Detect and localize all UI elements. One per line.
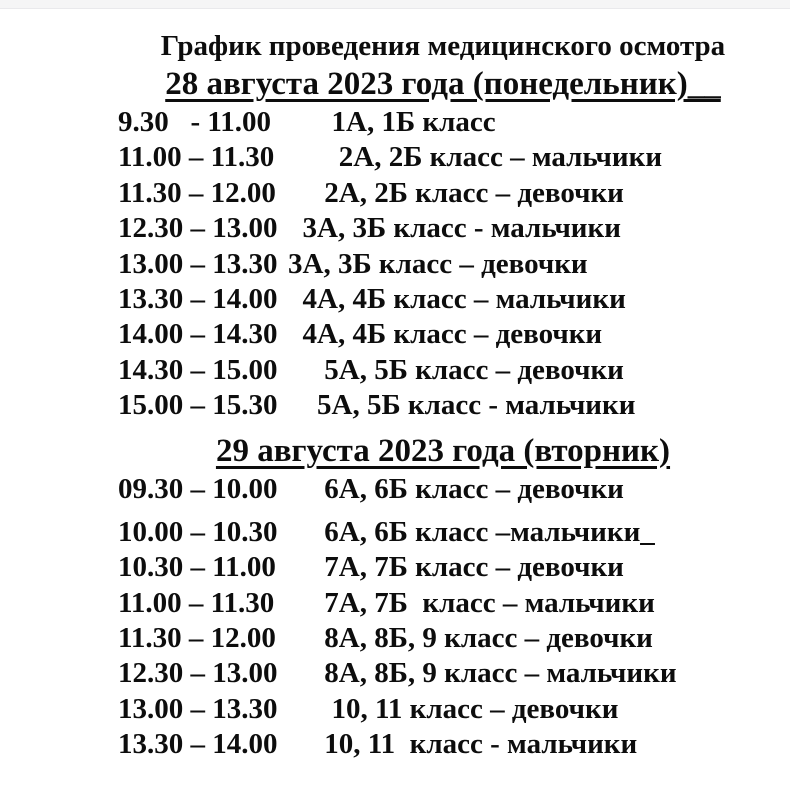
schedule-row <box>0 282 790 317</box>
class-group: 5А, 5Б класс - мальчики <box>288 389 636 422</box>
schedule-tuesday <box>0 472 790 763</box>
time-range: 13.00 – 13.30 <box>118 247 278 280</box>
schedule-row <box>0 247 790 282</box>
class-group: 8А, 8Б, 9 класс – девочки <box>288 622 653 655</box>
schedule-row <box>0 727 790 762</box>
schedule-row <box>0 586 790 621</box>
schedule-row <box>0 388 790 423</box>
time-range: 14.30 – 15.00 <box>118 353 278 386</box>
time-range: 13.00 – 13.30 <box>118 692 278 725</box>
time-range: 11.00 – 11.30 <box>118 586 275 619</box>
class-group: 10, 11 класс - мальчики <box>288 728 638 761</box>
class-group: 3А, 3Б класс – девочки <box>288 247 588 280</box>
top-strip <box>0 0 790 9</box>
class-group: 6А, 6Б класс – девочки <box>288 472 624 505</box>
time-range: 10.30 – 11.00 <box>118 551 276 584</box>
schedule-row <box>0 211 790 246</box>
time-range: 9.30 - 11.00 <box>118 106 272 138</box>
schedule-row <box>0 317 790 352</box>
time-range: 13.30 – 14.00 <box>118 728 278 761</box>
schedule-row <box>0 515 790 550</box>
class-group: 4А, 4Б класс – мальчики <box>288 282 626 315</box>
time-range: 11.30 – 12.00 <box>118 622 276 655</box>
class-group: 8А, 8Б, 9 класс – мальчики <box>288 657 677 690</box>
time-range: 09.30 – 10.00 <box>118 472 278 505</box>
time-range: 13.30 – 14.00 <box>118 282 278 315</box>
tuesday-header-block <box>96 430 790 472</box>
time-range: 12.30 – 13.00 <box>118 212 278 245</box>
class-group: 7А, 7Б класс – девочки <box>288 551 624 584</box>
time-range: 11.30 – 12.00 <box>118 176 276 209</box>
schedule-row <box>0 472 790 507</box>
time-range: 15.00 – 15.30 <box>118 389 278 422</box>
schedule-row <box>0 105 790 140</box>
class-group: 6А, 6Б класс –мальчики_ <box>288 515 655 548</box>
class-group: 7А, 7Б класс – мальчики <box>288 586 655 619</box>
schedule-row <box>0 621 790 656</box>
schedule-monday <box>0 105 790 424</box>
document-header-block <box>96 29 790 105</box>
schedule-row <box>0 656 790 691</box>
time-range: 14.00 – 14.30 <box>118 318 278 351</box>
time-range: 10.00 – 10.30 <box>118 515 278 548</box>
time-range: 12.30 – 13.00 <box>118 657 278 690</box>
class-group: 5А, 5Б класс – девочки <box>288 353 624 386</box>
schedule-row <box>0 692 790 727</box>
class-group: 4А, 4Б класс – девочки <box>288 318 603 351</box>
class-group: 1А, 1Б класс <box>288 106 496 138</box>
class-group: 10, 11 класс – девочки <box>288 692 619 725</box>
time-range: 11.00 – 11.30 <box>118 141 275 174</box>
schedule-row <box>0 176 790 211</box>
class-group: 3А, 3Б класс - мальчики <box>288 212 621 245</box>
date-header-tuesday: 29 августа 2023 года (вторник) <box>215 432 671 469</box>
document-title: График проведения медицинского осмотра <box>160 30 726 62</box>
schedule-row <box>0 550 790 585</box>
class-group: 2А, 2Б класс – мальчики <box>288 141 663 174</box>
class-group: 2А, 2Б класс – девочки <box>288 176 624 209</box>
date-header-monday: 28 августа 2023 года (понедельник)__ <box>165 66 721 102</box>
schedule-row <box>0 353 790 388</box>
schedule-row <box>0 140 790 175</box>
